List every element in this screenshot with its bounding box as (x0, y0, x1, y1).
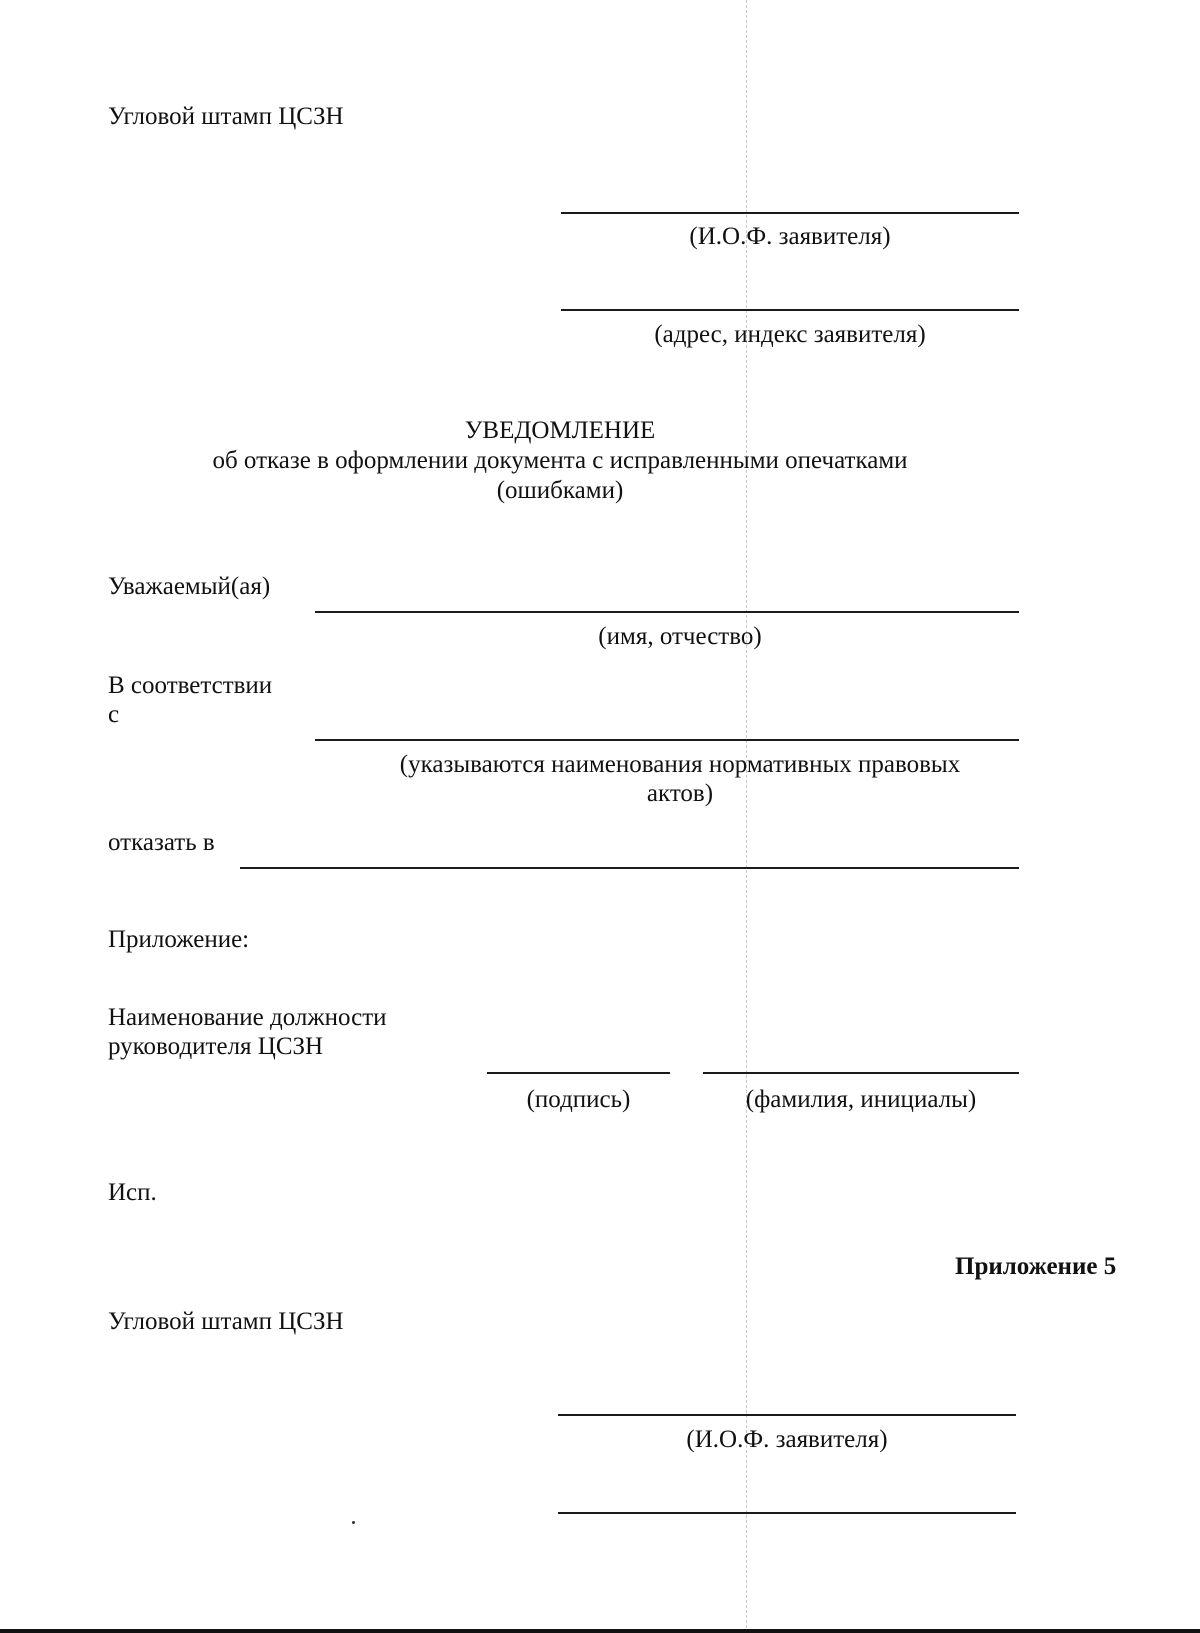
according-caption-line2: актов) (646, 780, 714, 807)
according-line (315, 739, 1019, 741)
document-title: УВЕДОМЛЕНИЕ (464, 417, 656, 444)
position-title-line1: Наименование должности (108, 1004, 387, 1031)
applicant-address-line (561, 309, 1019, 311)
appendix-5-label: Приложение 5 (955, 1253, 1117, 1280)
attachment-label: Приложение: (108, 926, 250, 953)
greeting-line (315, 611, 1019, 613)
applicant-name-line (561, 212, 1019, 214)
applicant-name-caption-2: (И.О.Ф. заявителя) (686, 1426, 888, 1453)
surname-caption: (фамилия, инициалы) (745, 1086, 977, 1113)
document-subtitle-line2: (ошибками) (496, 477, 624, 504)
greeting-label: Уважаемый(ая) (108, 573, 271, 600)
executor-label: Исп. (108, 1179, 157, 1206)
greeting-caption: (имя, отчество) (598, 623, 762, 650)
position-title-line2: руководителя ЦСЗН (108, 1033, 324, 1060)
signature-line (487, 1072, 670, 1074)
applicant-address-caption: (адрес, индекс заявителя) (654, 321, 926, 348)
document-subtitle-line1: об отказе в оформлении документа с исправленными опечатками (212, 447, 908, 474)
according-caption-line1: (указываются наименования нормативных правовых (399, 751, 961, 778)
scan-bottom-edge (0, 1629, 1200, 1633)
refuse-line (240, 867, 1019, 869)
signature-caption: (подпись) (526, 1086, 631, 1113)
corner-stamp-label-2: Угловой штамп ЦСЗН (108, 1308, 344, 1335)
according-label-line2: с (108, 701, 120, 728)
refuse-label: отказать в (108, 829, 215, 856)
scan-speck (352, 1521, 355, 1524)
according-label-line1: В соответствии (108, 672, 273, 699)
applicant-address-line-2 (558, 1512, 1016, 1514)
surname-line (703, 1072, 1019, 1074)
corner-stamp-label: Угловой штамп ЦСЗН (108, 103, 344, 130)
applicant-name-caption: (И.О.Ф. заявителя) (689, 223, 891, 250)
applicant-name-line-2 (558, 1414, 1016, 1416)
